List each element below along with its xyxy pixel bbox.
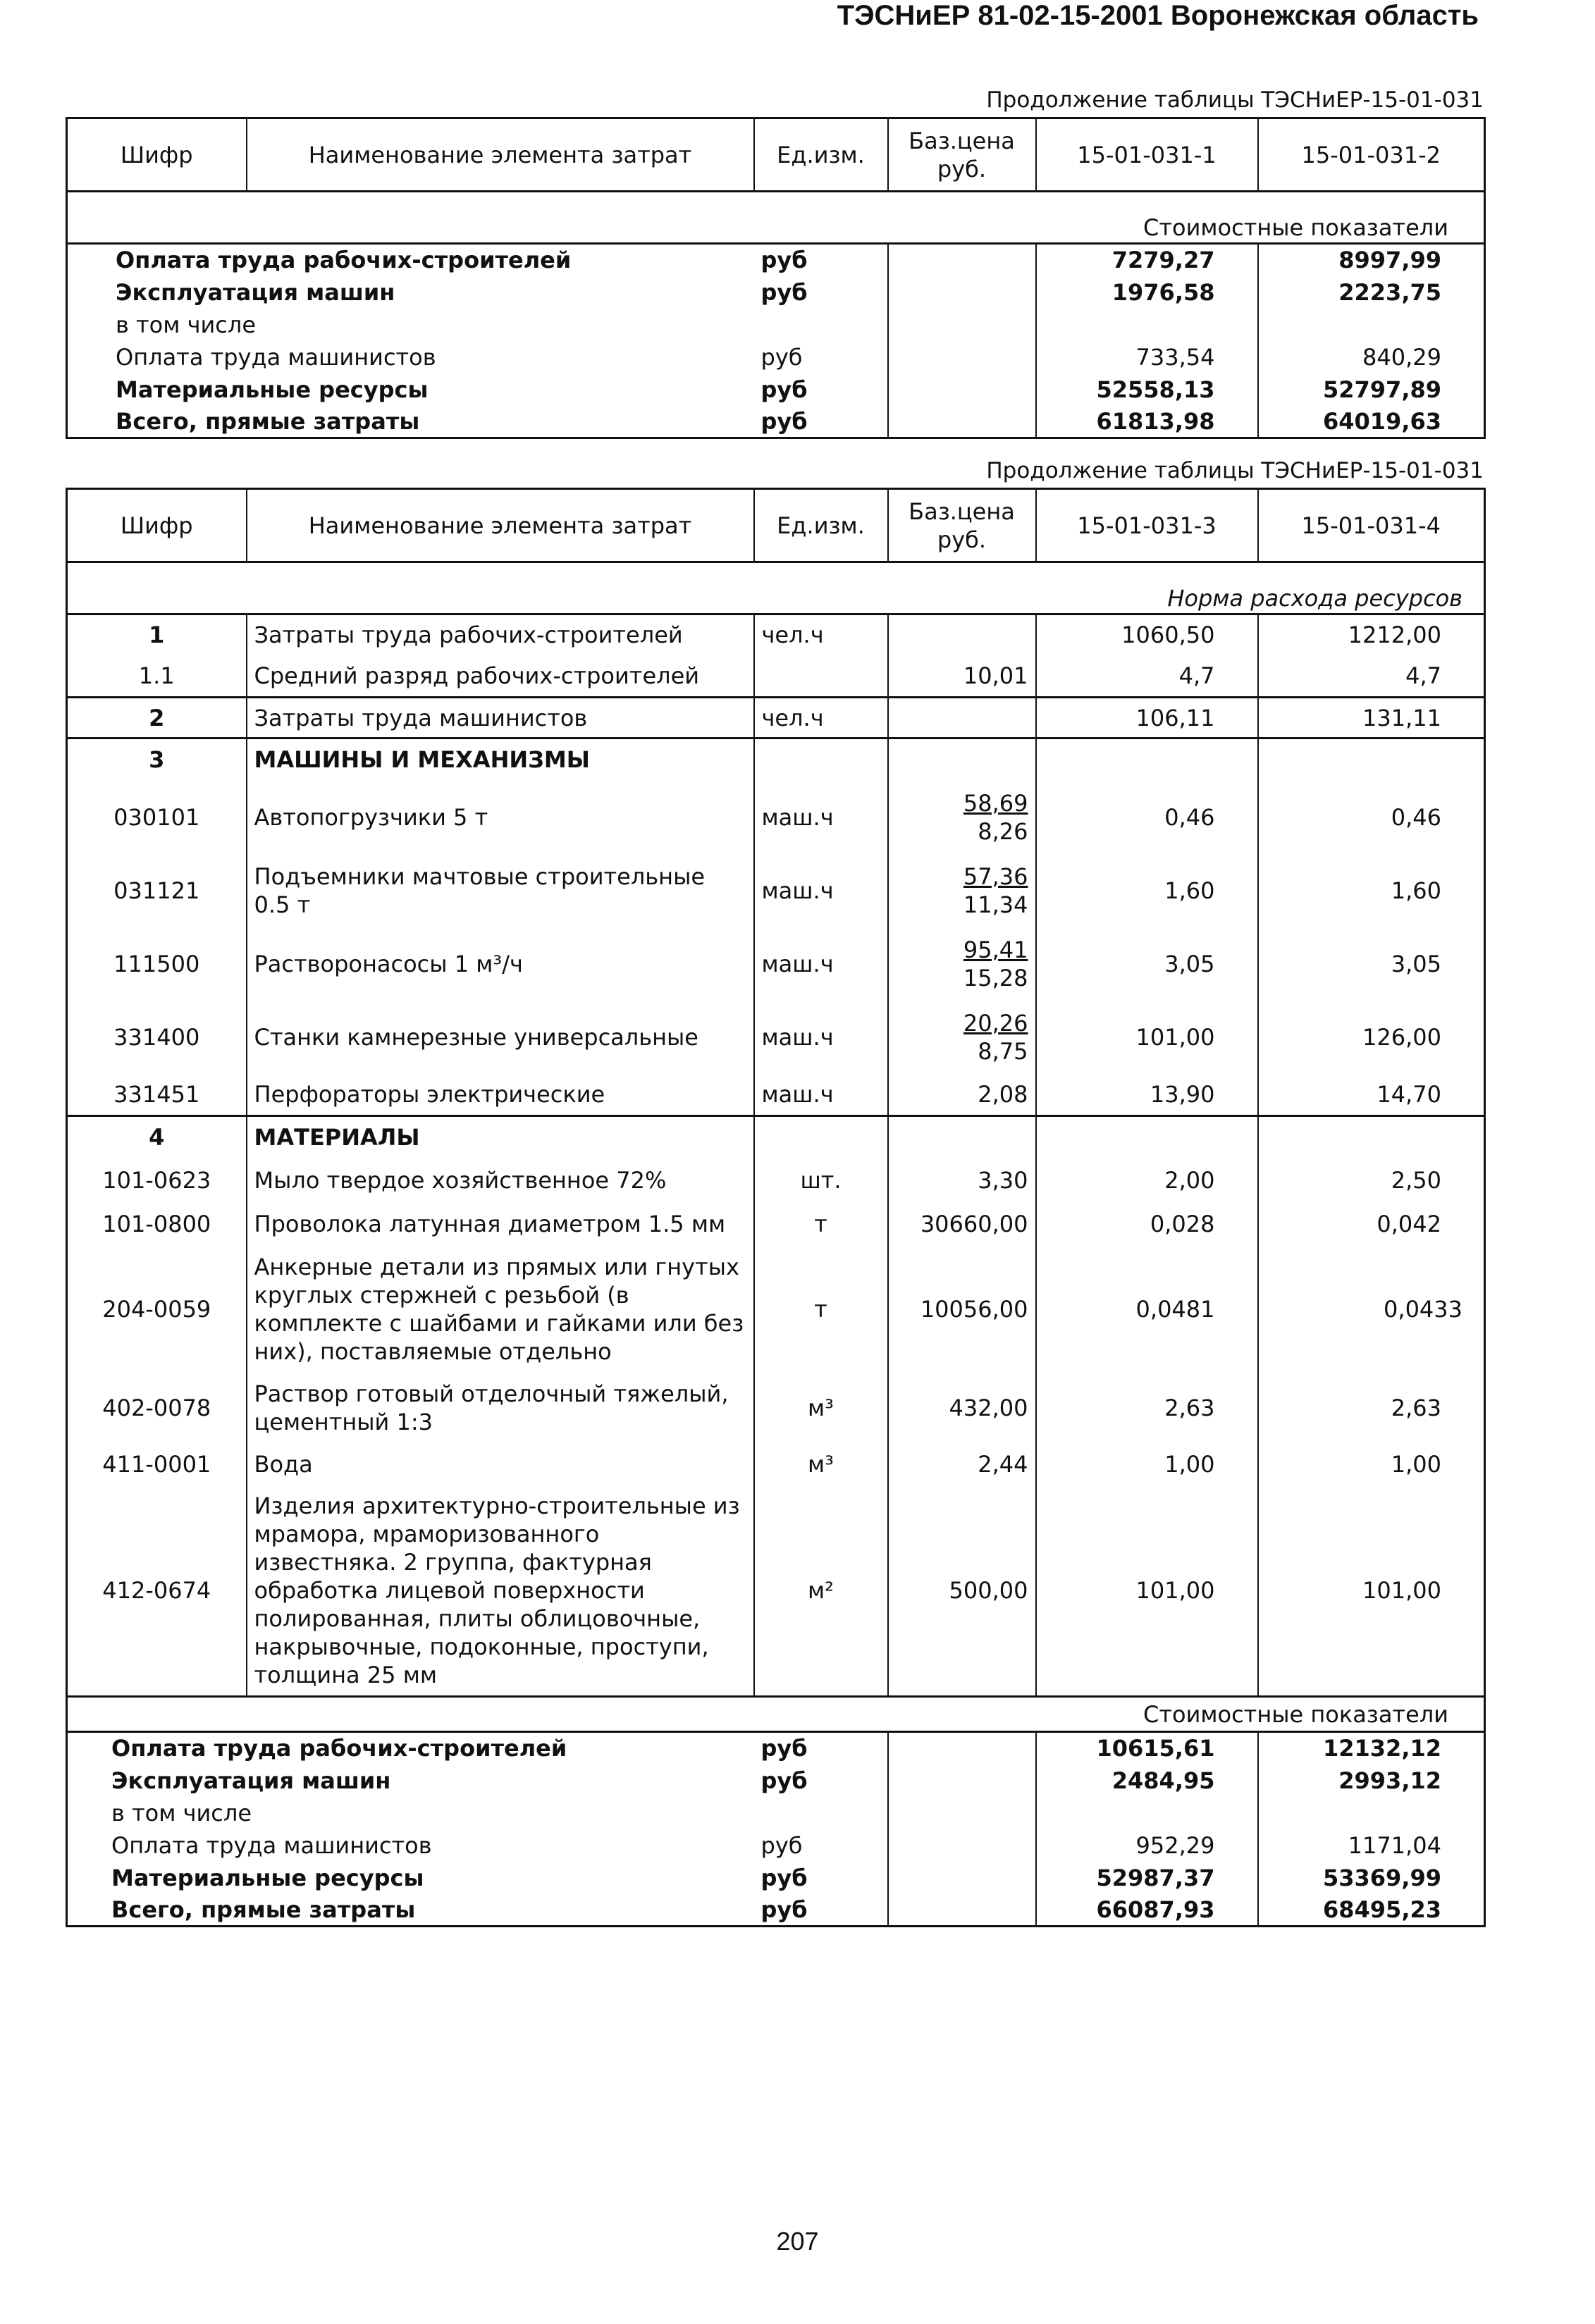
- table-row: Оплата труда рабочих-строителей руб 10615,61 12132,12: [67, 1732, 1485, 1764]
- table-row: Всего, прямые затраты руб 66087,93 68495,23: [67, 1894, 1485, 1927]
- col-a-header: 15-01-031-1: [1036, 118, 1258, 192]
- table-row: Эксплуатация машин руб 2484,95 2993,12: [67, 1764, 1485, 1797]
- norm-caption: Норма расхода ресурсов: [1167, 584, 1462, 612]
- col-unit-header: Ед.изм.: [754, 489, 888, 562]
- table-row: в том числе: [67, 309, 1485, 341]
- section-header-row: 3 МАШИНЫ И МЕХАНИЗМЫ: [67, 738, 1485, 781]
- table1-caption-row: [67, 213, 1485, 244]
- table-row: 204-0059 Анкерные детали из прямых или гнутых круглых стержней с резьбой (в комплекте с шайбами и гайками или без них), поставляемые отдельно т 10056,00 0,0481 0,0433: [67, 1246, 1485, 1373]
- table-row: 030101 Автопогрузчики 5 т маш.ч 58,69 8,26 0,46 0,46: [67, 781, 1485, 854]
- table2-header-row: [67, 489, 1485, 562]
- table-row: 331400 Станки камнерезные универсальные маш.ч 20,26 8,75 101,00 126,00: [67, 1001, 1485, 1074]
- table-row: Всего, прямые затраты руб 61813,98 64019,63: [67, 406, 1485, 438]
- table-row: Оплата труда машинистов руб 952,29 1171,04: [67, 1829, 1485, 1862]
- section-caption: Стоимостные показатели: [67, 1697, 1485, 1732]
- table2: [66, 488, 1486, 1927]
- section-header-row: 4 МАТЕРИАЛЫ: [67, 1116, 1485, 1158]
- section-caption: Стоимостные показатели: [1143, 214, 1448, 241]
- col-b-header: 15-01-031-4: [1258, 489, 1485, 562]
- table2-caption-row: [67, 1697, 1485, 1732]
- table-row: 412-0674 Изделия архитектурно-строительные из мрамора, мраморизованного известняка. 2 группа, фактурная обработка лицевой поверхности полированная, плиты облицовочные, накрывочные, подоконные, проступи, толщина 25 мм м² 500,00 101,00 101,00: [67, 1485, 1485, 1697]
- table-row: в том числе: [67, 1797, 1485, 1829]
- norm-caption-row: [67, 583, 1485, 614]
- col-price-header: Баз.цена руб.: [888, 118, 1036, 192]
- col-unit-header: Ед.изм.: [754, 118, 888, 192]
- table1: [66, 117, 1486, 439]
- table-row: Материальные ресурсы руб 52558,13 52797,89: [67, 373, 1485, 406]
- page-number: 207: [776, 2227, 819, 2256]
- document-header: ТЭСНиЕР 81-02-15-2001 Воронежская область: [837, 0, 1479, 31]
- table-row: Оплата труда машинистов руб 733,54 840,29: [67, 341, 1485, 373]
- col-name-header: Наименование элемента затрат: [247, 118, 754, 192]
- table-row: 101-0800 Проволока латунная диаметром 1.5 мм т 30660,00 0,028 0,042: [67, 1202, 1485, 1246]
- col-code-header: Шифр: [67, 489, 247, 562]
- table-row: 101-0623 Мыло твердое хозяйственное 72% шт. 3,30 2,00 2,50: [67, 1158, 1485, 1202]
- col-name-header: Наименование элемента затрат: [247, 489, 754, 562]
- col-b-header: 15-01-031-2: [1258, 118, 1485, 192]
- table1-continuation: Продолжение таблицы ТЭСНиЕР-15-01-031: [986, 87, 1484, 113]
- table-row: 1 Затраты труда рабочих-строителей чел.ч 1060,50 1212,00: [67, 614, 1485, 655]
- table-row: 031121 Подъемники мачтовые строительные 0.5 т маш.ч 57,36 11,34 1,60 1,60: [67, 854, 1485, 927]
- table-row: 331451 Перфораторы электрические маш.ч 2,08 13,90 14,70: [67, 1074, 1485, 1116]
- col-price-header: Баз.цена руб.: [888, 489, 1036, 562]
- col-a-header: 15-01-031-3: [1036, 489, 1258, 562]
- table-row: 1.1 Средний разряд рабочих-строителей 10,01 4,7 4,7: [67, 655, 1485, 698]
- table-row: 2 Затраты труда машинистов чел.ч 106,11 131,11: [67, 698, 1485, 738]
- table-row: Оплата труда рабочих-строителей руб 7279,27 8997,99: [67, 244, 1485, 276]
- table-row: Эксплуатация машин руб 1976,58 2223,75: [67, 276, 1485, 309]
- table-row: 111500 Растворонасосы 1 м³/ч маш.ч 95,41 15,28 3,05 3,05: [67, 927, 1485, 1001]
- table1-header-row: [67, 118, 1485, 192]
- table-row: 411-0001 Вода м³ 2,44 1,00 1,00: [67, 1443, 1485, 1485]
- table-row: Материальные ресурсы руб 52987,37 53369,99: [67, 1862, 1485, 1894]
- table-row: 402-0078 Раствор готовый отделочный тяжелый, цементный 1:3 м³ 432,00 2,63 2,63: [67, 1373, 1485, 1443]
- table2-continuation: Продолжение таблицы ТЭСНиЕР-15-01-031: [986, 458, 1484, 483]
- col-code-header: Шифр: [67, 118, 247, 192]
